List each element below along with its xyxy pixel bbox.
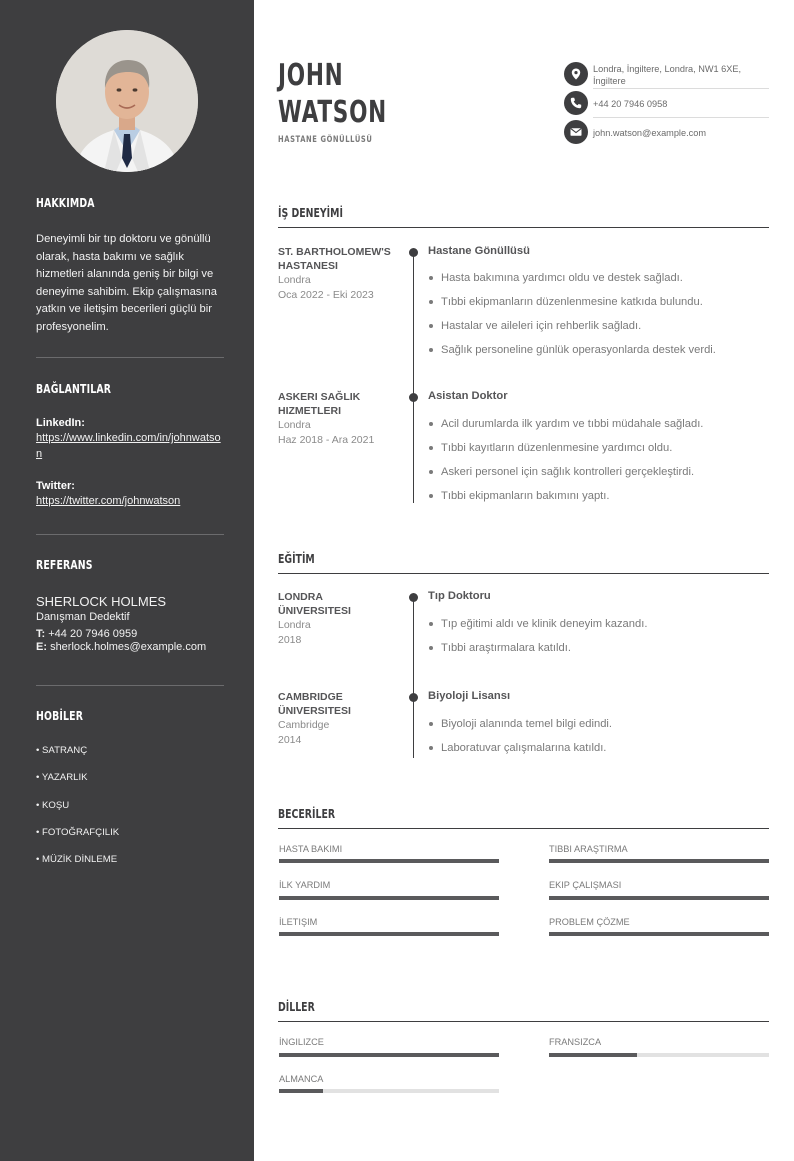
experience-location: Londra — [278, 274, 311, 286]
hobby-item: • MÜZİK DİNLEME — [36, 854, 118, 866]
twitter-label: Twitter: — [36, 480, 75, 492]
contact-phone: +44 20 7946 0958 — [593, 99, 668, 109]
skill-bar — [279, 932, 499, 936]
profile-photo — [56, 30, 198, 172]
skill-bar-fill — [549, 932, 769, 936]
experience-role: Asistan Doktor — [428, 390, 508, 402]
education-location: Londra — [278, 619, 311, 631]
reference-role: Danışman Dedektif — [36, 611, 130, 623]
bullet-item: Hastalar ve aileleri için rehberlik sağladı. — [428, 319, 768, 343]
skill-bar — [279, 859, 499, 863]
skill-bar-fill — [279, 859, 499, 863]
education-degree: Biyoloji Lisansı — [428, 690, 511, 702]
bullet-item: Tıp eğitimi aldı ve klinik deneyim kazandı. — [428, 617, 768, 641]
experience-role: Hastane Gönüllüsü — [428, 245, 530, 257]
section-rule — [278, 573, 769, 574]
linkedin-entry — [36, 417, 224, 462]
reference-email-value: sherlock.holmes@example.com — [50, 641, 207, 653]
language-bar — [279, 1089, 499, 1093]
hobbies-list — [36, 744, 224, 880]
education-org — [278, 591, 398, 648]
section-rule — [278, 828, 769, 829]
contact-address: Londra, İngiltere, Londra, NW1 6XE, İngiltere — [593, 64, 742, 86]
bullet-item: Tıbbi ekipmanların bakımını yaptı. — [428, 489, 768, 513]
sidebar-divider — [36, 685, 224, 686]
mail-icon — [564, 120, 588, 144]
language-bar-fill — [279, 1053, 499, 1057]
hobby-item: • KOŞU — [36, 799, 70, 811]
linkedin-link[interactable]: https://www.linkedin.com/in/johnwatson — [36, 432, 221, 460]
reference-phone-value: +44 20 7946 0959 — [48, 628, 138, 640]
language-bar — [549, 1053, 769, 1057]
section-rule — [278, 1021, 769, 1022]
experience-bullets — [428, 271, 768, 367]
experience-dates: Haz 2018 - Ara 2021 — [278, 434, 375, 446]
reference-email — [36, 641, 224, 653]
contact-divider — [593, 117, 769, 118]
skill-bar-fill — [549, 859, 769, 863]
reference-name: SHERLOCK HOLMES — [36, 594, 167, 609]
experience-location: Londra — [278, 419, 311, 431]
about-text: Deneyimli bir tıp doktoru ve gönüllü olarak, hasta bakımı ve sağlık hizmetleri alanında geniş bir bilgi ve deneyime sahibim. Ekip çalışmasına yatkın ve iletişim becerileri güçlü bir profesyonelim. — [36, 233, 217, 333]
language-label: İNGILIZCE — [279, 1037, 324, 1047]
education-location: Cambridge — [278, 719, 330, 731]
education-timeline — [413, 598, 414, 758]
education-bullets — [428, 617, 768, 665]
experience-dates: Oca 2022 - Eki 2023 — [278, 289, 374, 301]
reference-block — [36, 594, 224, 653]
timeline-dot — [409, 593, 418, 602]
education-degree: Tıp Doktoru — [428, 590, 491, 602]
hobbies-section — [36, 709, 224, 723]
links-heading: BAĞLANTILAR — [36, 382, 112, 396]
reference-phone-label: T: — [36, 628, 46, 640]
education-org-name: CAMBRIDGE ÜNIVERSITESI — [278, 691, 351, 717]
twitter-link[interactable]: https://twitter.com/johnwatson — [36, 495, 181, 507]
about-section — [36, 196, 224, 210]
reference-heading: REFERANS — [36, 558, 93, 572]
about-heading: HAKKIMDA — [36, 196, 95, 210]
contact-divider — [593, 88, 769, 89]
education-year: 2014 — [278, 734, 302, 746]
timeline-dot — [409, 248, 418, 257]
skill-bar-fill — [279, 896, 499, 900]
section-rule — [278, 227, 769, 228]
language-bar-fill — [279, 1089, 323, 1093]
hobbies-heading: HOBİLER — [36, 709, 84, 723]
bullet-item: Laboratuvar çalışmalarına katıldı. — [428, 741, 768, 765]
experience-timeline — [413, 252, 414, 503]
sidebar-divider — [36, 534, 224, 535]
education-org — [278, 691, 398, 748]
language-bar — [279, 1053, 499, 1057]
bullet-item: Biyoloji alanında temel bilgi edindi. — [428, 717, 768, 741]
job-title: HASTANE GÖNÜLLÜSÜ — [278, 135, 373, 145]
skill-bar — [549, 859, 769, 863]
hobby-item: • YAZARLIK — [36, 772, 88, 784]
bullet-item: Askeri personel için sağlık kontrolleri gerçekleştirdi. — [428, 465, 768, 489]
skill-bar-fill — [549, 896, 769, 900]
experience-org — [278, 246, 398, 303]
hobby-item: • FOTOĞRAFÇILIK — [36, 826, 120, 838]
reference-phone — [36, 628, 224, 640]
skill-bar — [549, 896, 769, 900]
skill-label: TIBBI ARAŞTIRMA — [549, 844, 628, 854]
linkedin-label: LinkedIn: — [36, 417, 85, 429]
timeline-dot — [409, 393, 418, 402]
sidebar-divider — [36, 357, 224, 358]
contact-email: john.watson@example.com — [593, 128, 706, 138]
experience-org-name: ASKERI SAĞLIK HIZMETLERI — [278, 391, 361, 417]
hobby-item: • SATRANÇ — [36, 745, 88, 756]
language-bar-fill — [549, 1053, 637, 1057]
education-heading: EĞİTİM — [278, 552, 315, 566]
skill-bar — [279, 896, 499, 900]
first-name: JOHN — [278, 58, 344, 93]
education-org-name: LONDRA ÜNIVERSITESI — [278, 591, 351, 617]
experience-org-name: ST. BARTHOLOMEW'S HASTANESI — [278, 246, 391, 272]
bullet-item: Sağlık personeline günlük operasyonlarda destek verdi. — [428, 343, 768, 367]
phone-icon — [564, 91, 588, 115]
location-pin-icon — [564, 62, 588, 86]
twitter-entry — [36, 480, 224, 509]
bullet-item: Acil durumlarda ilk yardım ve tıbbi müdahale sağladı. — [428, 417, 768, 441]
skill-label: İLK YARDIM — [279, 880, 331, 890]
skills-heading: BECERİLER — [278, 807, 336, 821]
skill-label: İLETIŞIM — [279, 917, 318, 927]
education-bullets — [428, 717, 768, 765]
skill-label: HASTA BAKIMI — [279, 844, 343, 854]
last-name: WATSON — [278, 95, 387, 130]
languages-heading: DİLLER — [278, 1000, 315, 1014]
links-section — [36, 382, 224, 396]
reference-section — [36, 558, 224, 572]
bullet-item: Tıbbi ekipmanların düzenlenmesine katkıda bulundu. — [428, 295, 768, 319]
skill-bar-fill — [279, 932, 499, 936]
language-label: FRANSIZCA — [549, 1037, 602, 1047]
timeline-dot — [409, 693, 418, 702]
bullet-item: Tıbbi araştırmalara katıldı. — [428, 641, 768, 665]
language-label: ALMANCA — [279, 1074, 324, 1084]
bullet-item: Tıbbi kayıtların düzenlenmesine yardımcı oldu. — [428, 441, 768, 465]
sidebar — [0, 0, 254, 1161]
skill-label: EKIP ÇALIŞMASI — [549, 880, 622, 890]
experience-heading: İŞ DENEYİMİ — [278, 206, 343, 220]
reference-email-label: E: — [36, 641, 47, 653]
experience-org — [278, 391, 398, 448]
skill-label: PROBLEM ÇÖZME — [549, 917, 630, 927]
skill-bar — [549, 932, 769, 936]
bullet-item: Hasta bakımına yardımcı oldu ve destek sağladı. — [428, 271, 768, 295]
experience-bullets — [428, 417, 768, 513]
education-year: 2018 — [278, 634, 302, 646]
